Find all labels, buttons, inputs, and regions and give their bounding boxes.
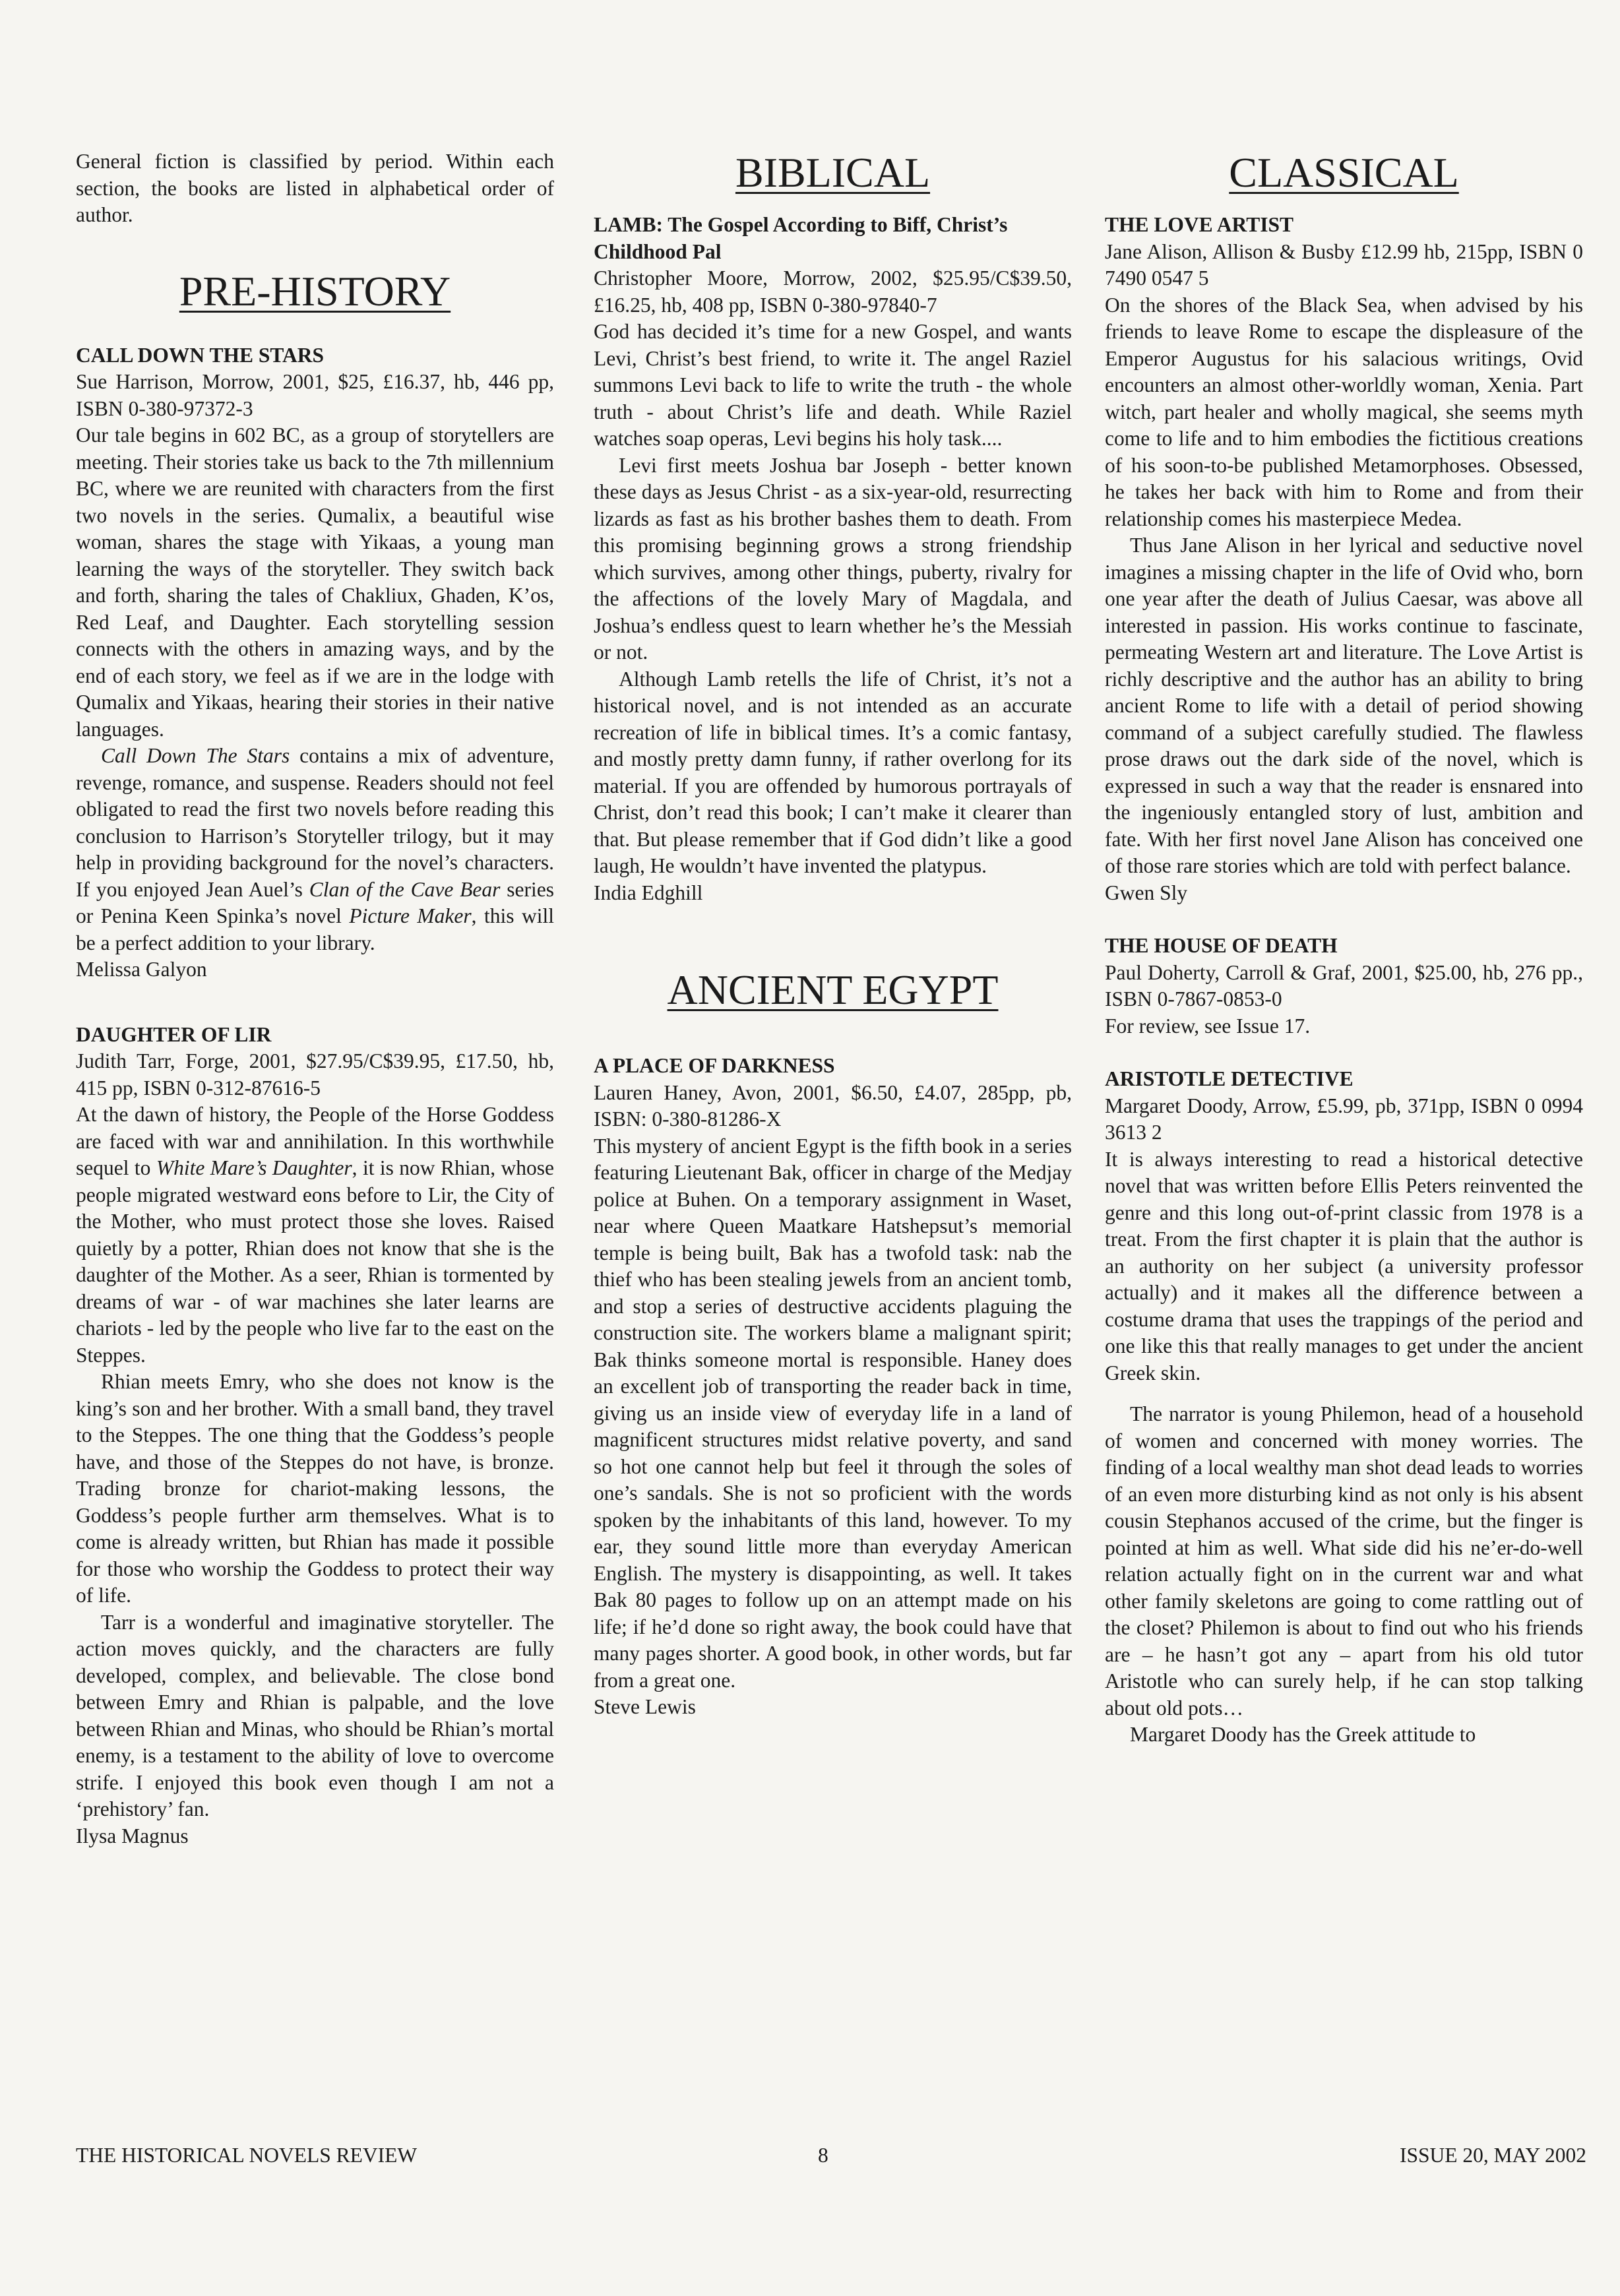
review-paragraph: The narrator is young Philemon, head of a household of women and concerned with money worries. The finding of a local wealthy man shot dead leads to worries of an even more disturbing kind as not only is his absent cousin Stephanos accused of the crime, but the finger is pointed at him as well. What side did his ne’er-do-well relation actually fight on in the current war and what other family skeletons are going to come rattling out of the closet? Philemon is about to find out who his friends are – he hasn’t got any – apart from his old tutor Aristotle who can surely help, if he can stop talking about old pots… <box>1105 1402 1583 1720</box>
book-meta: Christopher Moore, Morrow, 2002, $25.95/C$39.50, £16.25, hb, 408 pp, ISBN 0-380-97840-7 <box>594 266 1072 317</box>
book-title-call-down-the-stars: CALL DOWN THE STARS <box>76 343 325 367</box>
book-title-aristotle-detective: ARISTOTLE DETECTIVE <box>1105 1067 1354 1090</box>
review-paragraph: It is always interesting to read a historical detective novel that was written before Ellis Peters reinvented the genre and this long out-of-print classic from 1978 is a treat. From the first chapter it is plain that the author is an authority on her subject (a university professor actually) and it makes all the difference between a costume drama that uses the trappings of the period and one like this that really manages to get under the ancient Greek skin. <box>1105 1147 1583 1384</box>
reviewer-name: Gwen Sly <box>1105 881 1188 904</box>
page <box>76 148 1586 2154</box>
reviewer-name: India Edghill <box>594 881 703 904</box>
book-meta: Margaret Doody, Arrow, £5.99, pb, 371pp, ISBN 0 0994 3613 2 <box>1105 1094 1583 1144</box>
review-paragraph: God has decided it’s time for a new Gospel, and wants Levi, Christ’s best friend, to write it. The angel Raziel summons Levi back to life to write the truth - the whole truth - about Christ’s life and death. While Raziel watches soap operas, Levi begins his holy task.... <box>594 320 1072 450</box>
review-paragraph: Although Lamb retells the life of Christ, it’s not a historical novel, and is not intended as an accurate recreation of life in biblical times. It’s a comic fantasy, and mostly pretty damn funny, if rather overlong for its material. If you are offended by humorous portrayals of Christ, don’t read this book; I can’t make it clearer than that. But please remember that if God didn’t like a good laugh, He wouldn’t have invented the platypus. <box>594 667 1072 877</box>
book-meta: Judith Tarr, Forge, 2001, $27.95/C$39.95, £17.50, hb, 415 pp, ISBN 0-312-87616-5 <box>76 1049 554 1100</box>
footer-publication-title: THE HISTORICAL NOVELS REVIEW <box>76 2144 418 2167</box>
footer-page-number: 8 <box>818 2144 828 2167</box>
review-paragraph: Thus Jane Alison in her lyrical and seductive novel imagines a missing chapter in the life of Ovid who, born one year after the death of Julius Caesar, was above all interested in passion. His works continue to fascinate, permeating Western art and literature. The Love Artist is richly descriptive and the author has an ability to bring ancient Rome to life with a detail of period showing command of a subject carefully studied. The flawless prose draws out the dark side of the novel, which is expressed in such a way that the reader is ensnared into the ingeniously entangled story of lust, ambition and fate. With her first novel Jane Alison has conceived one of those rare stories which are told with perfect balance. <box>1105 534 1583 877</box>
book-title-lamb: LAMB: The Gospel According to Biff, Christ’s Childhood Pal <box>594 213 1008 263</box>
section-heading-ancient-egypt: ANCIENT EGYPT <box>667 966 999 1013</box>
review-paragraph: Our tale begins in 602 BC, as a group of storytellers are meeting. Their stories take us back to the 7th millennium BC, where we are reunited with characters from the first two novels in the series. Qumalix, a beautiful wise woman, shares the stage with Yikaas, a young man learning the ways of the storyteller. They switch back and forth, sharing the tales of Chakliux, Ghaden, K’os, Red Leaf, and Daughter. Each storytelling session connects with the others in amazing ways, and by the end of each story, we feel as if we are in the lodge with Qumalix and Yikaas, hearing their stories in their native languages. <box>76 423 554 741</box>
section-heading-classical: CLASSICAL <box>1229 149 1459 196</box>
reviewer-name: Ilysa Magnus <box>76 1824 189 1847</box>
review-paragraph: This mystery of ancient Egypt is the fifth book in a series featuring Lieutenant Bak, officer in charge of the Medjay police at Buhen. On a temporary assignment in Waset, near where Queen Maatkare Hatshepsut’s memorial temple is being built, Bak has a twofold task: nab the thief who has been stealing jewels from an ancient tomb, and stop a series of destructive accidents plaguing the construction site. The workers blame a malignant spirit; Bak thinks someone mortal is responsible. Haney does an excellent job of transporting the reader back in time, giving us an inside view of everyday life in a land of magnificent structures midst relative poverty, and sand so hot one cannot help but feel it through the soles of one’s sandals. She is not so proficient with the words spoken by the inhabitants of this land, however. To my ear, they sound little more than everyday American English. The mystery is disappointing, as well. It takes Bak 80 pages to follow up on an attempt made on his life; if he’d done so right away, the book could have that many pages shorter. A good book, in other words, but far from a great one. <box>594 1134 1072 1692</box>
review-paragraph: Levi first meets Joshua bar Joseph - better known these days as Jesus Christ - as a six-year-old, resurrecting lizards as fast as his brother bashes them to death. From this promising beginning grows a strong friendship which survives, among other things, puberty, rivalry for the affections of the lovely Mary of Magdala, and Joshua’s endless quest to learn whether he’s the Messiah or not. <box>594 453 1072 664</box>
book-title-daughter-of-lir: DAUGHTER OF LIR <box>76 1022 272 1046</box>
section-heading-prehistory: PRE-HISTORY <box>179 267 451 315</box>
review-paragraph: Call Down The Stars contains a mix of adventure, revenge, romance, and suspense. Readers should not feel obligated to read the first two novels before reading this conclusion to Harrison’s Storyteller trilogy, but it may help in providing background for the novel’s characters. If you enjoyed Jean Auel’s Clan of the Cave Bear series or Penina Keen Spinka’s novel Picture Maker, this will be a perfect addition to your library. <box>76 744 555 954</box>
book-meta: Sue Harrison, Morrow, 2001, $25, £16.37, hb, 446 pp, ISBN 0-380-97372-3 <box>76 370 554 420</box>
review-paragraph: Tarr is a wonderful and imaginative storyteller. The action moves quickly, and the characters are fully developed, complex, and believable. The close bond between Emry and Rhian is palpable, and the love between Rhian and Minas, who should be Rhian’s mortal enemy, is a testament to the ability of love to overcome strife. I enjoyed this book even though I am not a ‘prehistory’ fan. <box>76 1610 554 1820</box>
book-meta: Jane Alison, Allison & Busby £12.99 hb, 215pp, ISBN 0 7490 0547 5 <box>1105 239 1583 290</box>
column-left <box>76 148 554 1849</box>
section-heading-biblical: BIBLICAL <box>735 149 931 196</box>
reviewer-name: Melissa Galyon <box>76 958 207 981</box>
reviewer-name: Steve Lewis <box>594 1695 696 1718</box>
review-note: For review, see Issue 17. <box>1105 1014 1311 1038</box>
review-paragraph: At the dawn of history, the People of the Horse Goddess are faced with war and annihilation. In this worthwhile sequel to White Mare’s Daughter, it is now Rhian, whose people migrated westward eons before to Lir, the City of the Mother, who must protect those she loves. Raised quietly by a potter, Rhian does not know that she is the daughter of the Mother. As a seer, Rhian is tormented by dreams of war - of war machines she later learns are chariots - led by the people who live far to the east on the Steppes. <box>76 1103 554 1367</box>
review-paragraph: Margaret Doody has the Greek attitude to <box>1130 1723 1476 1746</box>
review-paragraph: Rhian meets Emry, who she does not know is the king’s son and her brother. With a small band, they travel to the Steppes. The one thing that the Goddess’s people have, and those of the Steppes do not have, is bronze. Trading bronze for chariot-making lessons, the Goddess’s people further arm themselves. What is to come is already written, but Rhian has made it possible for those who worship the Goddess to protect their way of life. <box>76 1370 554 1607</box>
intro-text: General fiction is classified by period. Within each section, the books are listed in alphabetical order of author. <box>76 150 554 226</box>
footer-issue: ISSUE 20, MAY 2002 <box>1400 2144 1586 2167</box>
column-right <box>1105 148 1583 1749</box>
book-meta: Lauren Haney, Avon, 2001, $6.50, £4.07, 285pp, pb, ISBN: 0-380-81286-X <box>594 1080 1072 1131</box>
book-title-the-house-of-death: THE HOUSE OF DEATH <box>1105 934 1338 957</box>
book-meta: Paul Doherty, Carroll & Graf, 2001, $25.00, hb, 276 pp., ISBN 0-7867-0853-0 <box>1105 960 1583 1010</box>
book-title-the-love-artist: THE LOVE ARTIST <box>1105 213 1293 236</box>
column-middle <box>594 148 1072 1721</box>
book-title-a-place-of-darkness: A PLACE OF DARKNESS <box>594 1054 835 1077</box>
review-paragraph: On the shores of the Black Sea, when advised by his friends to leave Rome to escape the displeasure of the Emperor Augustus for his salacious writings, Ovid encounters an almost other-worldly woman, Xenia. Part witch, part healer and wholly magical, she seems myth come to life and to him embodies the fictitious creations of his soon-to-be published Metamorphoses. Obsessed, he takes her back with him to Rome and from their relationship comes his masterpiece Medea. <box>1105 293 1583 530</box>
